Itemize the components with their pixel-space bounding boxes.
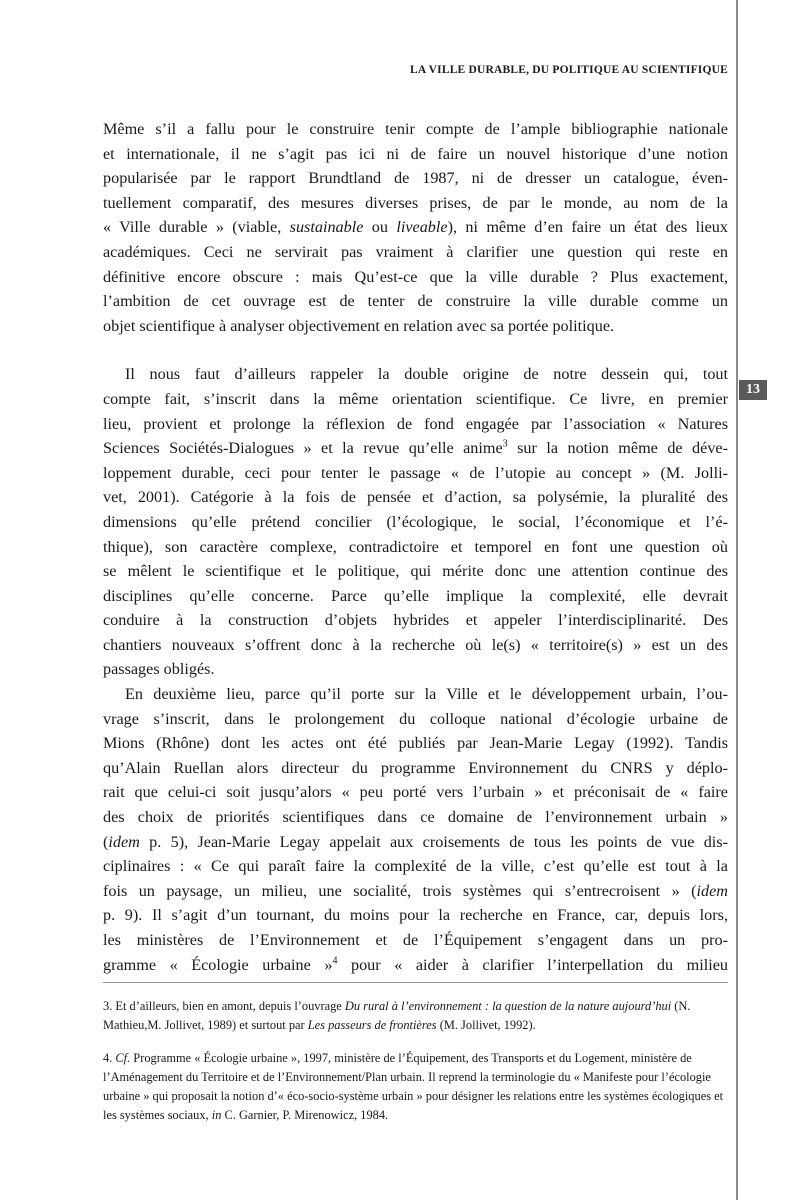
text-segment: rait que celui-ci soit jusqu’alors « peu porté vers l’urbain » et préconisait de « faire (103, 783, 728, 802)
text-segment: qu’Alain Ruellan alors directeur du programme Environnement du CNRS y déplo- (103, 758, 728, 777)
text-segment: « Ville durable » (viable, (103, 218, 290, 237)
text-segment: passages obligés. (103, 660, 215, 679)
text-line (103, 584, 728, 609)
page-edge-rule (736, 0, 738, 1200)
text-line (103, 412, 728, 437)
text-segment: Il nous faut d’ailleurs rappeler la double origine de notre dessein qui, tout (125, 365, 728, 384)
text-line (103, 387, 728, 412)
text-segment: compte fait, s’inscrit dans la même orientation scientifique. Ce livre, en premier (103, 389, 728, 408)
text-segment: se mêlent le scientifique et le politique, qui mérite donc une attention continue des (103, 562, 728, 581)
text-line (103, 314, 728, 339)
text-line (103, 805, 728, 830)
text-segment: p. 5), Jean-Marie Legay appelait aux croisements de tous les points de vue dis- (139, 832, 728, 851)
text-line (103, 854, 728, 879)
text-segment: chantiers nouveaux s’offrent donc à la recherche où le(s) « territoire(s) » est un des (103, 635, 728, 654)
text-segment: p. 9). Il s’agit d’un tournant, du moins pour la recherche en France, car, depuis lors, (103, 906, 728, 925)
text-line (103, 657, 728, 682)
text-segment: (N. Mathieu,M. Jollivet, 1989) et surtout par (103, 999, 691, 1032)
text-line (103, 756, 728, 781)
italic-text: idem (696, 881, 728, 900)
text-line (103, 240, 728, 265)
text-line (103, 928, 728, 953)
footnote (103, 997, 728, 1035)
text-segment: des choix de priorités scientifiques dans ce domaine de l’environnement urbain » (103, 808, 728, 827)
text-segment: ( (103, 832, 109, 851)
text-segment: et internationale, il ne s’agit pas ici ni de faire un nouvel historique d’une notion (103, 144, 728, 163)
text-segment: définitive encore obscure : mais Qu’est-ce que la ville durable ? Plus exactement, (103, 267, 728, 286)
text-line (103, 559, 728, 584)
text-segment: l’ambition de cet ouvrage est de tenter de construire la ville durable comme un (103, 292, 728, 311)
italic-text: in (211, 1108, 222, 1122)
text-line (103, 879, 728, 904)
text-segment: 3. Et d’ailleurs, bien en amont, depuis l’ouvrage (103, 999, 345, 1013)
text-line (103, 608, 728, 633)
text-line (103, 903, 728, 928)
text-line (103, 535, 728, 560)
paragraph (103, 117, 728, 338)
text-segment: pour « aider à clarifier l’interpellation du milieu (337, 955, 729, 974)
text-segment: loppement durable, ceci pour tenter le passage « de l’utopie au concept » (M. Jolli- (103, 463, 728, 482)
italic-text: liveable (396, 218, 448, 237)
text-segment: ou (363, 218, 397, 237)
text-line (103, 485, 728, 510)
text-line (103, 780, 728, 805)
text-segment: ciplinaires : « Ce qui paraît faire la complexité de la ville, c’est qu’elle est tout à la (103, 857, 728, 876)
text-line (103, 265, 728, 290)
text-segment: les ministères de l’Environnement et de l’Équipement s’engagent dans un pro- (103, 931, 728, 949)
text-segment: gramme « Écologie urbaine » (103, 955, 333, 974)
italic-text: sustainable (289, 218, 364, 237)
text-segment: dimensions qu’elle prétend concilier (l’écologique, le social, l’économique et l’é- (103, 512, 728, 531)
text-segment: C. Garnier, P. Mirenowicz, 1984. (221, 1108, 389, 1122)
italic-text: Du rural à l’environnement : la question de la nature aujourd’hui (344, 999, 672, 1013)
text-segment: En deuxième lieu, parce qu’il porte sur la Ville et le développement urbain, l’ou- (125, 685, 728, 704)
text-segment: thique), son caractère complexe, contradictoire et temporel en font une question où (103, 537, 728, 556)
text-line (103, 215, 728, 240)
text-segment: Programme « Écologie urbaine », 1997, ministère de l’Équipement, des Transports et du Logement, ministère de l’Aménagement du Territoire et de l’Environnement/Plan urbain. Il reprend la terminologie du « Manifeste pour l’écologie urbaine » qui proposait la notion d’« éco-socio-système urbain » pour désigner les relations entre les systèmes écologiques et les systèmes sociaux, (103, 1051, 724, 1122)
footnotes (103, 997, 728, 1139)
text-segment: vrage s’inscrit, dans le prolongement du colloque national d’écologie urbaine de (103, 709, 728, 728)
page-number: 13 (739, 380, 767, 400)
footnote-reference: 3 (502, 438, 508, 450)
text-segment: sur la notion même de déve- (507, 439, 728, 458)
text-line (103, 707, 728, 732)
text-line (103, 142, 728, 167)
text-segment: Sciences Sociétés-Dialogues » et la revue qu’elle anime (103, 439, 503, 458)
text-segment: ), ni même d’en faire un état des lieux (447, 218, 728, 237)
text-line (103, 830, 728, 855)
italic-text: idem (108, 832, 140, 851)
text-line (103, 436, 728, 461)
text-line (103, 461, 728, 486)
text-line (103, 362, 728, 387)
paragraph (103, 682, 728, 977)
footnote-divider (103, 982, 728, 983)
paragraph (103, 362, 728, 682)
text-line (103, 289, 728, 314)
text-segment: objet scientifique à analyser objectivement en relation avec sa portée politique. (103, 316, 615, 335)
text-line (103, 633, 728, 658)
body-text (103, 117, 728, 977)
italic-text: Les passeurs de frontières (307, 1018, 437, 1032)
italic-text: Cf. (115, 1051, 131, 1065)
text-line (103, 191, 728, 216)
text-segment: Même s’il a fallu pour le construire tenir compte de l’ample bibliographie nationale (103, 120, 728, 138)
text-segment: fois un paysage, un milieu, une socialité, trois systèmes qui s’entrecroisent » ( (103, 881, 697, 900)
footnote (103, 1049, 728, 1125)
text-segment: académiques. Ceci ne servirait pas vraiment à clarifier une question qui reste en (103, 242, 728, 261)
running-header: LA VILLE DURABLE, DU POLITIQUE AU SCIENTIFIQUE (410, 64, 728, 76)
text-segment: tuellement comparatif, des mesures diverses prises, de par le monde, au nom de la (103, 193, 728, 212)
text-line (103, 953, 728, 978)
text-line (103, 166, 728, 191)
text-segment: popularisée par le rapport Brundtland de 1987, ni de dresser un catalogue, éven- (103, 169, 728, 188)
text-segment: Mions (Rhône) dont les actes ont été publiés par Jean-Marie Legay (1992). Tandis (103, 734, 728, 753)
text-segment: conduire à la construction d’objets hybrides et appeler l’interdisciplinarité. Des (103, 611, 728, 630)
footnote-reference: 4 (332, 955, 338, 967)
text-line (103, 117, 728, 142)
text-segment: vet, 2001). Catégorie à la fois de pensée et d’action, sa polysémie, la pluralité des (103, 488, 728, 507)
text-segment: (M. Jollivet, 1992). (436, 1018, 536, 1032)
text-line (103, 731, 728, 756)
text-line (103, 682, 728, 707)
text-segment: 4. (103, 1051, 116, 1065)
text-line (103, 510, 728, 535)
text-segment: disciplines qu’elle concerne. Parce qu’elle implique la complexité, elle devrait (103, 586, 728, 605)
text-segment: lieu, provient et prolonge la réflexion de fond engagée par l’association « Natures (103, 414, 728, 433)
